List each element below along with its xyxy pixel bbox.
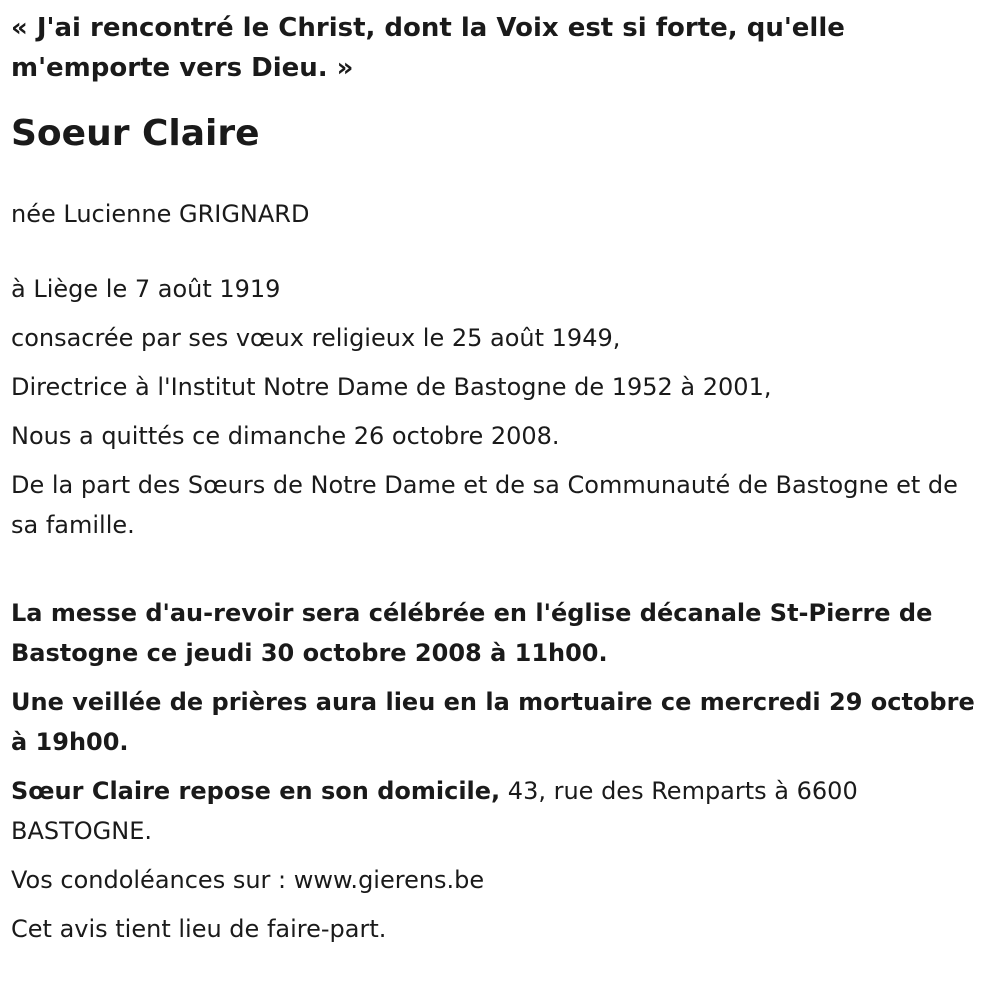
vows-info: consacrée par ses vœux religieux le 25 août 1949,	[11, 324, 621, 352]
opening-quote: « J'ai rencontré le Christ, dont la Voix est si forte, qu'elle m'emporte vers Dieu. »	[11, 13, 845, 83]
deceased-name: Soeur Claire	[11, 113, 260, 154]
birth-name: née Lucienne GRIGNARD	[11, 200, 310, 228]
director-info: Directrice à l'Institut Notre Dame de Bastogne de 1952 à 2001,	[11, 373, 772, 401]
rest-bold: Sœur Claire repose en son domicile,	[11, 777, 501, 805]
birth-info: à Liège le 7 août 1919	[11, 275, 281, 303]
mass-info: La messe d'au-revoir sera célébrée en l'église décanale St-Pierre de Bastogne ce jeudi 30 octobre 2008 à 11h00.	[11, 599, 933, 667]
from-info: De la part des Sœurs de Notre Dame et de sa Communauté de Bastogne et de sa famille.	[11, 471, 958, 539]
vigil-info: Une veillée de prières aura lieu en la mortuaire ce mercredi 29 octobre à 19h00.	[11, 688, 975, 756]
condolences-info: Vos condoléances sur : www.gierens.be	[11, 866, 485, 894]
closing-note: Cet avis tient lieu de faire-part.	[11, 915, 387, 943]
rest-address: 43, rue des Remparts à 6600 BASTOGNE.	[11, 777, 858, 845]
rest-info	[11, 771, 988, 851]
passed-info: Nous a quittés ce dimanche 26 octobre 2008.	[11, 422, 560, 450]
